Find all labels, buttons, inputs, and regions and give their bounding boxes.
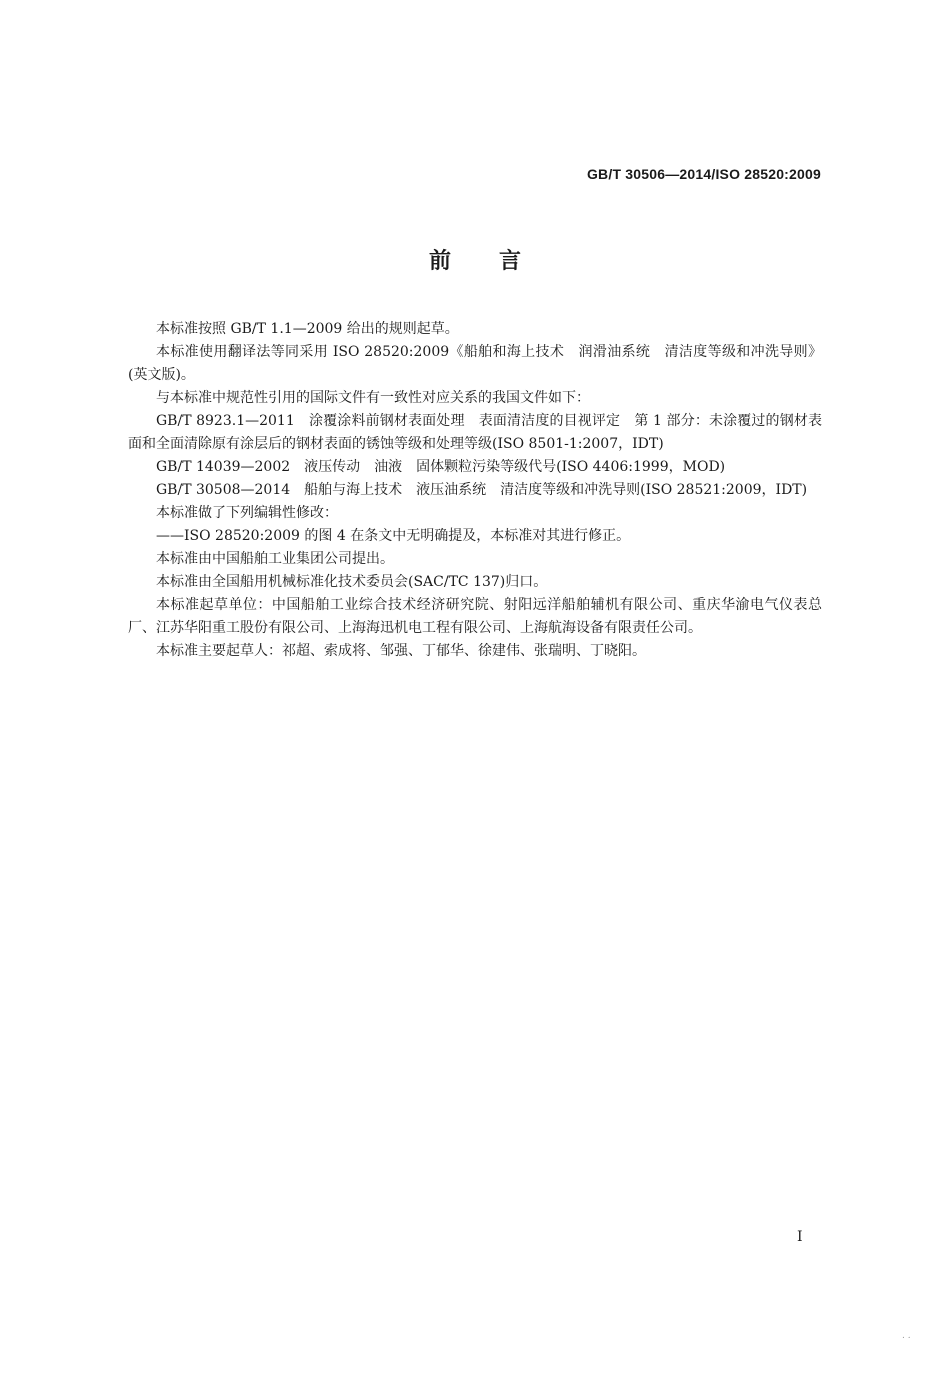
- paragraph-ref-gbt-30508: GB/T 30508—2014 船舶与海上技术 液压油系统 清洁度等级和冲洗导则(ISO 28521:2009，IDT): [156, 482, 808, 498]
- paragraph-proposed-by: 本标准由中国船舶工业集团公司提出。: [156, 551, 394, 567]
- paragraph-editorial-change: ——ISO 28520:2009 的图 4 在条文中无明确提及，本标准对其进行修正。: [156, 528, 631, 544]
- paragraph-ref-gbt-8923: GB/T 8923.1—2011 涂覆涂料前钢材表面处理 表面清洁度的目视评定 第 1 部分：未涂覆过的钢材表面和全面清除原有涂层后的钢材表面的锈蚀等级和处理等级(ISO 8501-1:2007，IDT): [128, 413, 822, 452]
- paragraph-under-jurisdiction: 本标准由全国船用机械标准化技术委员会(SAC/TC 137)归口。: [156, 574, 548, 590]
- corner-mark: . .: [902, 1331, 911, 1341]
- paragraph-adoption: 本标准使用翻译法等同采用 ISO 28520:2009《船舶和海上技术 润滑油系统 清洁度等级和冲洗导则》(英文版)。: [128, 344, 822, 383]
- paragraph-drafting-rules: 本标准按照 GB/T 1.1—2009 给出的规则起草。: [156, 321, 459, 337]
- page-title: 前言: [428, 249, 569, 274]
- foreword-body: [128, 318, 822, 663]
- paragraph-ref-gbt-14039: GB/T 14039—2002 液压传动 油液 固体颗粒污染等级代号(ISO 4406:1999，MOD): [156, 459, 726, 475]
- page-number: I: [797, 1229, 803, 1245]
- paragraph-drafters: 本标准主要起草人：祁超、索成将、邹强、丁郁华、徐建伟、张瑞明、丁晓阳。: [156, 643, 646, 659]
- paragraph-correspondence-intro: 与本标准中规范性引用的国际文件有一致性对应关系的我国文件如下：: [156, 390, 590, 406]
- paragraph-editorial-intro: 本标准做了下列编辑性修改：: [156, 505, 338, 521]
- paragraph-drafting-units: 本标准起草单位：中国船舶工业综合技术经济研究院、射阳远洋船舶辅机有限公司、重庆华渝电气仪表总厂、江苏华阳重工股份有限公司、上海海迅机电工程有限公司、上海航海设备有限责任公司。: [128, 597, 822, 636]
- standard-code-header: GB/T 30506—2014/ISO 28520:2009: [586, 166, 821, 182]
